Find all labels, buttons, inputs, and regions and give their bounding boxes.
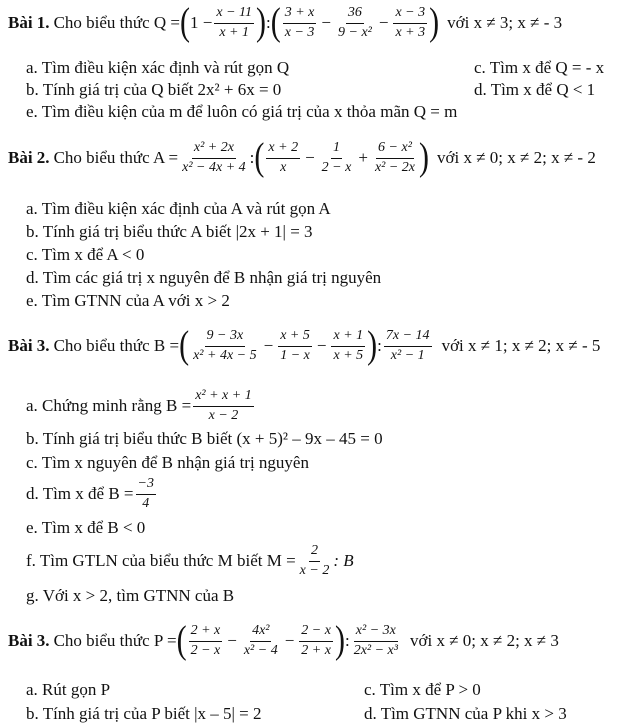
bai3-f-tail: : B: [333, 551, 354, 570]
bai3-item-g: g. Với x > 2, tìm GTNN của B: [26, 586, 235, 605]
bai4-item-c: c. Tìm x để P > 0: [364, 680, 481, 699]
bai2-item-e: e. Tìm GTNN của A với x > 2: [26, 291, 230, 310]
bai3-item-e: e. Tìm x để B < 0: [26, 518, 146, 537]
bai2-prefix: Cho biểu thức A =: [53, 148, 179, 167]
bai3-item-d: d. Tìm x để B =: [26, 484, 134, 503]
bai2-item: [26, 199, 629, 219]
bai3-header: Bài 3. Cho biểu thức B = ( $\frac{9 - 3x}{\text{x² + 4x − 5}}$ − $\frac{x + 5}{1 - x}$ − $\frac{x + 1}{x + 5}$ ) : $\frac{7x - 14}{\text{x² − 1}}$ với x ≠ 1; x ≠ 2; x ≠ - 5: [8, 323, 601, 367]
bai3-d-frac: $\frac{-3}{4}$: [137, 476, 154, 511]
bai3-row-e: [26, 518, 629, 538]
bai3-row-f: [26, 541, 629, 581]
paren-close: ): [256, 0, 266, 44]
bai4-row-ac: [26, 680, 629, 700]
bai3-label: Bài 3.: [8, 336, 50, 355]
paren-open: (: [270, 0, 281, 44]
bai2-header: Bài 2. Cho biểu thức A = $\frac{\text{x² + 2x}}{\text{x² − 4x + 4}}$ : ( $\frac{x + 2}{x}$ − $\frac{1}{2 - x}$ + $\frac{\text{6 − x²}}{\text{x² − 2x}}$ ) với x ≠ 0; x ≠ 2; x ≠ - 2: [8, 135, 596, 179]
bai3-item-f: f. Tìm GTLN của biểu thức M biết M =: [26, 551, 296, 570]
bai1-item-b: b. Tính giá trị của Q biết 2x² + 6x = 0: [26, 80, 282, 99]
bai1-item-e: e. Tìm điều kiện của m để luôn có giá trị của x thỏa mãn Q = m: [26, 102, 458, 121]
bai1-header: Bài 1. Cho biểu thức Q = ( 1 − $\frac{x - 11}{x + 1}$ ) : ( $\frac{3 + x}{x - 3}$ − $\frac{36}{\text{9 − x²}}$ − $\frac{x - 3}{x + 3}$ ) với x ≠ 3; x ≠ - 3: [8, 0, 563, 44]
bai2-item-d: d. Tìm các giá trị x nguyên để B nhận giá trị nguyên: [26, 268, 382, 287]
bai1-label: Bài 1.: [8, 13, 50, 32]
bai4-frac3: $\frac{2 - x}{2 + x}$: [301, 623, 331, 658]
bai2-item: [26, 268, 629, 288]
bai4-prefix: Cho biểu thức P =: [53, 631, 177, 650]
bai1-frac1: $\frac{x - 11}{x + 1}$: [216, 5, 252, 40]
bai1-item-a: a. Tìm điều kiện xác định và rút gọn Q: [26, 58, 290, 77]
bai3-row-g: [26, 586, 629, 606]
bai2-frac3: $\frac{1}{2 - x}$: [321, 140, 352, 175]
bai2-item-b: b. Tính giá trị biểu thức A biết |2x + 1| = 3: [26, 222, 313, 241]
paren-close: ): [334, 618, 345, 662]
bai3-prefix: Cho biểu thức B =: [53, 336, 180, 355]
bai2-cond: với x ≠ 0; x ≠ 2; x ≠ - 2: [437, 148, 596, 167]
bai4-frac4: $\frac{\text{x² − 3x}}{\text{2x² − x³}}$: [353, 623, 398, 658]
bai1-row-e: [26, 102, 629, 122]
bai4-item-a: a. Rút gọn P: [26, 680, 111, 699]
bai2-item: [26, 222, 629, 242]
bai1-item-d: d. Tìm x để Q < 1: [474, 80, 596, 99]
bai1-prefix: Cho biểu thức Q =: [53, 13, 181, 32]
bai3-row-d: [26, 474, 629, 514]
bai2-frac2: $\frac{x + 2}{x}$: [268, 140, 299, 175]
bai2-frac4: $\frac{\text{6 − x²}}{\text{x² − 2x}}$: [374, 140, 416, 175]
paren-open: (: [180, 0, 191, 44]
bai3-row-c: [26, 453, 629, 473]
bai4-item-b: b. Tính giá trị của P biết |x – 5| = 2: [26, 704, 262, 723]
bai2-label: Bài 2.: [8, 148, 50, 167]
bai3-frac3: $\frac{x + 1}{x + 5}$: [333, 328, 364, 363]
bai4-cond: với x ≠ 0; x ≠ 2; x ≠ 3: [409, 631, 559, 650]
bai1-item-c: c. Tìm x để Q = - x: [474, 58, 605, 77]
bai1-row-bd: [26, 80, 629, 100]
bai1-frac2: $\frac{3 + x}{x - 3}$: [284, 5, 315, 40]
bai4-frac2: $\frac{\text{4x²}}{\text{x² − 4}}$: [243, 623, 278, 658]
bai2-item: [26, 245, 629, 265]
paren-open: (: [179, 323, 190, 367]
bai3-f-frac: $\frac{2}{x - 2}$: [299, 543, 330, 578]
bai3-row-b: [26, 429, 629, 449]
bai3-frac4: $\frac{7x - 14}{\text{x² − 1}}$: [385, 328, 430, 363]
bai2-item: [26, 291, 629, 311]
paren-close: ): [367, 323, 378, 367]
bai1-row-ac: [26, 58, 629, 78]
bai3-a-frac: $\frac{\text{x² + x + 1}}{x - 2}$: [195, 388, 252, 423]
bai4-frac1: $\frac{2 + x}{2 - x}$: [190, 623, 221, 658]
paren-close: ): [429, 0, 440, 44]
paren-open: (: [254, 135, 265, 179]
bai3-row-a: [26, 386, 629, 426]
bai4-row-bd: [26, 704, 629, 724]
bai4-header: Bài 3. Cho biểu thức P = ( $\frac{2 + x}{2 - x}$ − $\frac{\text{4x²}}{\text{x² − 4}}$ − $\frac{2 - x}{2 + x}$ ) : $\frac{\text{x² − 3x}}{\text{2x² − x³}}$ với x ≠ 0; x ≠ 2; x ≠ 3: [8, 618, 559, 662]
bai3-frac2: $\frac{x + 5}{1 - x}$: [280, 328, 310, 363]
bai3-cond: với x ≠ 1; x ≠ 2; x ≠ - 5: [441, 336, 601, 355]
bai1-cond: với x ≠ 3; x ≠ - 3: [447, 13, 563, 32]
bai3-item-b: b. Tính giá trị biểu thức B biết (x + 5)² – 9x – 45 = 0: [26, 429, 383, 448]
bai4-item-d: d. Tìm GTNN của P khi x > 3: [364, 704, 567, 723]
paren-open: (: [176, 618, 187, 662]
bai2-item-c: c. Tìm x để A < 0: [26, 245, 145, 264]
paren-close: ): [419, 135, 430, 179]
bai2-frac1: $\frac{\text{x² + 2x}}{\text{x² − 4x + 4}}$: [182, 140, 246, 175]
bai1-frac4: $\frac{x - 3}{x + 3}$: [395, 5, 426, 40]
bai3-item-c: c. Tìm x nguyên để B nhận giá trị nguyên: [26, 453, 309, 472]
bai3-frac1: $\frac{9 - 3x}{\text{x² + 4x − 5}}$: [193, 328, 257, 363]
bai2-item-a: a. Tìm điều kiện xác định của A và rút gọn A: [26, 199, 331, 218]
bai3-item-a: a. Chứng minh rằng B =: [26, 396, 192, 415]
bai4-label: Bài 3.: [8, 631, 50, 650]
bai1-frac3: $\frac{36}{\text{9 − x²}}$: [338, 5, 372, 40]
